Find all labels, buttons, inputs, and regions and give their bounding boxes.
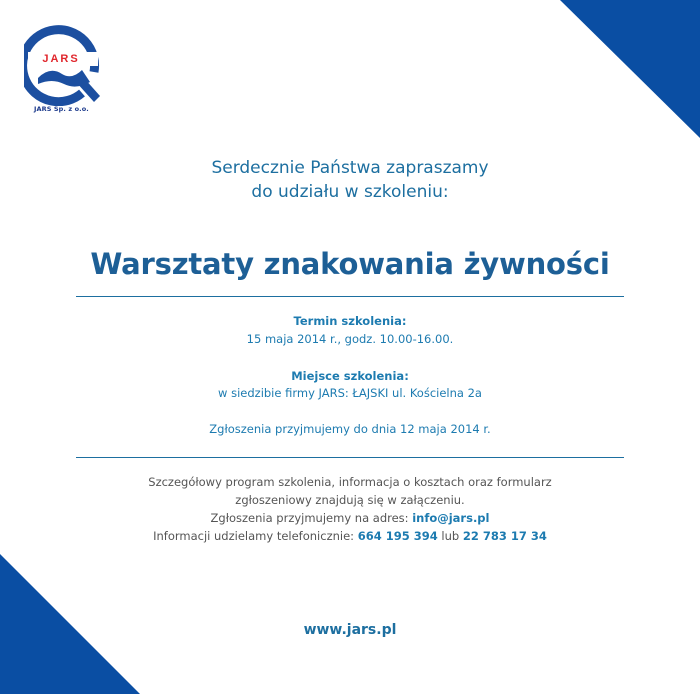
training-title: Warsztaty znakowania żywności — [90, 247, 610, 281]
details-line-2: zgłoszeniowy znajdują się w załączeniu. — [235, 493, 465, 507]
logo-mark-text: JARS — [42, 53, 80, 65]
place-label: Miejsce szkolenia: — [291, 369, 409, 383]
details-line-1: Szczegółowy program szkolenia, informacja o kosztach oraz formularz — [148, 475, 552, 489]
date-label: Termin szkolenia: — [293, 314, 407, 328]
invitation-line-2: do udziału w szkoleniu: — [251, 182, 449, 202]
website-link[interactable]: www.jars.pl — [303, 622, 397, 638]
details-line-4 — [0, 528, 700, 544]
place-value: w siedzibie firmy JARS: ŁAJSKI ul. Kościelna 2a — [218, 386, 482, 400]
email-prefix: Zgłoszenia przyjmujemy na adres: — [210, 511, 413, 525]
registration-deadline: Zgłoszenia przyjmujemy do dnia 12 maja 2014 r. — [209, 422, 491, 436]
divider-top — [76, 296, 624, 297]
date-value: 15 maja 2014 r., godz. 10.00-16.00. — [246, 332, 454, 346]
logo-caption: JARS Sp. z o.o. — [34, 105, 89, 113]
corner-decoration-top-right — [560, 0, 700, 138]
phone-separator: lub — [437, 529, 463, 543]
details-line-3 — [0, 510, 700, 526]
email-link[interactable]: info@jars.pl — [412, 511, 490, 525]
phone-prefix: Informacji udzielamy telefonicznie: — [153, 529, 358, 543]
phone-link-1[interactable]: 664 195 394 — [357, 529, 438, 543]
invitation-line-1: Serdecznie Państwa zapraszamy — [211, 158, 489, 178]
divider-bottom — [76, 457, 624, 458]
phone-link-2[interactable]: 22 783 17 34 — [462, 529, 547, 543]
